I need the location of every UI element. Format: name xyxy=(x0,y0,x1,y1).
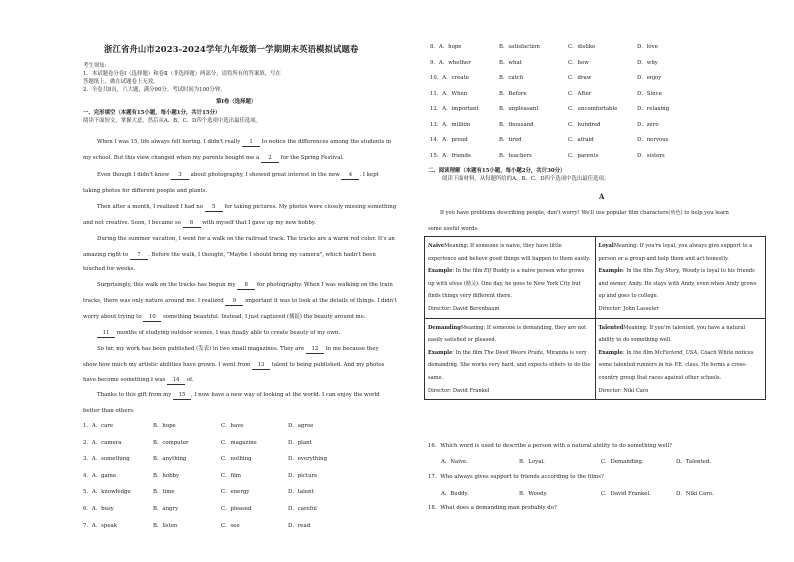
passage-text: months of studying outdoor scenes, I was finally able to create beauty of my own. xyxy=(115,330,341,336)
choice-option: D．sisters xyxy=(637,152,665,159)
choice-option: C．nothing xyxy=(221,456,252,463)
choice-option: 9．A．whether xyxy=(430,59,471,66)
choice-option: B．unpleasant xyxy=(499,106,539,112)
option: A．Buddy. xyxy=(441,491,469,497)
passage-line xyxy=(97,330,340,338)
choice-option: 4．A．game xyxy=(83,472,117,479)
choice-option: D．zero xyxy=(637,121,659,128)
choice-option: B．anything xyxy=(153,456,187,463)
passage-text: . Before the walk, I thought, "Maybe I should bring my camera", which hadn't been xyxy=(147,252,376,258)
passage-line xyxy=(83,220,316,228)
example-text: Buddy is a naive person who grows up with elves (精灵). One day, he goes to New York City but finds things very different there. xyxy=(428,268,585,300)
film-term: Talented xyxy=(598,324,624,331)
film-meaning-line xyxy=(428,322,592,347)
passage-line xyxy=(97,172,379,180)
passage-text: important it was to look at the details of things. I didn't xyxy=(243,298,397,304)
blank-number: 5 xyxy=(205,204,223,212)
choice-option: C．energy xyxy=(221,489,250,496)
option: B．Woody. xyxy=(519,491,548,497)
example-text: , Woody is loyal to his friends and owner, Andy. He stays with Andy, even when Andy grows up and goes to college. xyxy=(598,268,757,300)
choice-row xyxy=(83,438,423,455)
choice-option: 5．A．knowledge xyxy=(83,489,131,496)
passage-text: Thanks to this gift from my xyxy=(97,392,174,398)
passage-text: better than others. xyxy=(83,408,135,414)
film-meaning-line xyxy=(428,240,592,265)
intro-text: If you have problems describing people, don't worry! We'll use popular film characters(角色) to help you learn xyxy=(440,210,729,216)
film-meaning-line xyxy=(599,322,763,347)
passage-text: have become something I was xyxy=(83,377,168,383)
choice-option: C．parents xyxy=(568,152,599,159)
passage-text: to notice the differences among the students in xyxy=(260,139,392,145)
film-meaning: Meaning: If you're loyal, you always give support to a person or a group and help them and act honestly. xyxy=(598,243,753,262)
passage-line xyxy=(83,155,344,163)
example-text: , Miranda is very demanding. She works very hard, and expects others to do the same. xyxy=(428,349,591,381)
option: B．Loyal. xyxy=(519,459,545,465)
passage-text: of. xyxy=(185,377,194,383)
option: C．David Frankel. xyxy=(601,491,651,497)
choice-option: D．picture xyxy=(288,472,318,479)
passage-line xyxy=(97,282,393,290)
blank-number: 2 xyxy=(261,155,279,163)
film-example-line xyxy=(599,265,763,303)
question-text: 16．Which word is used to describe a person with a natural ability to do something well? xyxy=(428,443,673,449)
film-director: Director: David Frankel xyxy=(428,387,490,394)
film-cell xyxy=(595,237,766,319)
film-director: Director: John Lasseter xyxy=(598,305,659,312)
choice-option: D．nervous xyxy=(637,137,669,143)
film-example-line xyxy=(428,265,592,303)
blank-number: 11 xyxy=(97,330,115,338)
choice-option: D．agree xyxy=(288,423,314,429)
example-text: : In the film xyxy=(452,268,485,275)
example-text: , Coach White notices some talented runners in his P.E. class. He forms a cross-country group that races against other schools. xyxy=(598,349,754,381)
choice-option: 12．A．important xyxy=(430,106,479,112)
blank-number: 7 xyxy=(130,252,148,260)
film-director: Director: Niki Caro xyxy=(598,387,649,394)
example-label: Example xyxy=(598,349,623,356)
film-meaning: Meaning: If someone is demanding, they are not easily satisfied or pleased. xyxy=(428,324,587,344)
blank-number: 15 xyxy=(173,392,191,400)
passage-line xyxy=(83,252,376,260)
passage-text: for photography. When I was walking on the train xyxy=(255,282,393,288)
question-text: 18．What does a demanding man probably do? xyxy=(428,505,557,511)
section-heading: 一、完形填空（本题有15小题，每小题1分，共计15分） xyxy=(83,110,221,116)
choice-option: C．have xyxy=(221,423,244,429)
film-cell xyxy=(595,318,766,400)
passage-line xyxy=(83,188,207,195)
choice-option: B．computer xyxy=(153,439,189,446)
passage-line xyxy=(83,314,366,322)
example-text: : In the film xyxy=(452,349,485,356)
passage-text: tracks, there was only nature around me. I realized xyxy=(83,298,226,304)
passage-text: show how much my artistic abilities have grown. I went from xyxy=(83,362,253,368)
film-term: Naive xyxy=(428,243,445,249)
film-meaning-line xyxy=(599,240,763,265)
passage-text: When I was 15, life always felt boring. I didn't really xyxy=(97,139,243,145)
choice-option: D．love xyxy=(637,44,658,50)
film-title: The Devil Wears Prada xyxy=(484,349,543,356)
choice-option: 8．A．hope xyxy=(430,44,462,50)
choice-option: C．hundred xyxy=(568,121,601,128)
notes-item: 2．全卷共8页，六大题，满分90分。考试时间为100分钟。 xyxy=(83,87,226,93)
passage-text: amazing right to xyxy=(83,252,130,258)
volume-heading: 第Ⅰ卷（选择题） xyxy=(216,99,257,105)
blank-number: 3 xyxy=(171,172,189,180)
intro-text: some useful words. xyxy=(428,226,479,232)
blank-number: 6 xyxy=(183,220,201,228)
choice-row xyxy=(83,504,423,521)
passage-line xyxy=(83,266,135,273)
film-director: Director: David Berenbaum xyxy=(428,305,500,312)
choice-option: B．tired xyxy=(499,137,522,143)
passage-text: touched for weeks. xyxy=(83,266,136,272)
choice-option: 1．A．care xyxy=(83,423,114,429)
passage-text: about photography, I showed great interest in the new xyxy=(188,172,342,178)
choice-row xyxy=(83,471,423,488)
choice-option: B．angry xyxy=(153,505,179,512)
passage-text: to me because they xyxy=(323,346,379,352)
option: C．Demanding. xyxy=(601,459,644,465)
choice-option: D．Since xyxy=(637,90,662,97)
passage-text: and not creative. Soon, I became so xyxy=(83,220,183,226)
choice-option: C．uncomfortable xyxy=(568,106,618,112)
choice-option: 15．A．friends xyxy=(430,152,471,159)
choice-option: B．what xyxy=(499,59,522,66)
choice-row xyxy=(430,104,770,120)
blank-number: 4 xyxy=(341,172,359,180)
example-label: Example xyxy=(428,268,453,275)
choice-option: B．listen xyxy=(153,522,178,529)
passage-text: So far, my work has been published (发表) in two small magazines. They are xyxy=(97,346,306,352)
choice-option: B．hobby xyxy=(153,472,180,479)
choice-row xyxy=(83,487,423,504)
choice-option: 10．A．create xyxy=(430,75,469,81)
choice-option: B．thousand xyxy=(499,121,534,128)
example-text: : In the film xyxy=(622,268,655,275)
example-label: Example xyxy=(428,349,453,356)
choice-row xyxy=(83,521,423,538)
section-heading: 二、阅读理解（本题有15小题，每小题2分，共计30分） xyxy=(428,168,566,174)
choice-row xyxy=(430,42,770,58)
choice-option: D．why xyxy=(637,59,658,66)
choice-option: D．everything xyxy=(288,456,328,463)
passage-line xyxy=(83,377,194,385)
notes-item: 答题纸上，做在试题卷上无效。 xyxy=(83,79,159,85)
choice-option: D．careful xyxy=(288,505,317,512)
passage-text: Then after a month, I realized I had no xyxy=(97,204,205,210)
film-title: McFarland, USA xyxy=(654,349,698,356)
passage-line xyxy=(97,346,379,354)
passage-line xyxy=(97,139,391,147)
blank-number: 12 xyxy=(306,346,324,354)
choice-option: C．magazine xyxy=(221,439,257,446)
passage-line xyxy=(97,236,395,243)
choice-option: B．catch xyxy=(499,75,524,81)
choice-option: 13．A．million xyxy=(430,121,471,128)
choice-option: C．draw xyxy=(568,75,592,81)
film-characters-table xyxy=(424,236,766,400)
blank-number: 13 xyxy=(252,362,270,370)
film-cell xyxy=(425,237,596,319)
choice-option: C．how xyxy=(568,59,589,66)
blank-number: 10 xyxy=(143,314,161,322)
choice-option: C．dislike xyxy=(568,44,596,50)
choice-option: 7．A．speak xyxy=(83,522,117,529)
choice-option: 14．A．proud xyxy=(430,137,468,143)
choice-option: D．plant xyxy=(288,439,312,446)
choice-option: 6．A．busy xyxy=(83,505,114,512)
option: D．Niki Caro. xyxy=(676,491,714,497)
choice-option: B．time xyxy=(153,489,175,496)
choice-row xyxy=(83,421,423,438)
choice-option: B．satisfaction xyxy=(499,44,540,50)
passage-text: for taking pictures. My photos were closely missing something xyxy=(222,204,397,210)
choice-row xyxy=(430,58,770,74)
question-text: 17．Who always gives support to friends according to the films? xyxy=(428,474,604,480)
passage-text: Even though I didn't know xyxy=(97,172,171,178)
choice-option: C．film xyxy=(221,472,241,479)
passage-text: my school. But this view changed when my parents bought me a xyxy=(83,155,261,161)
question-options xyxy=(441,457,761,473)
blank-number: 14 xyxy=(167,377,185,385)
film-title: Elf xyxy=(484,268,492,275)
choice-option: C．pleased xyxy=(221,505,252,512)
passage-line xyxy=(83,298,397,306)
choice-row xyxy=(430,135,770,151)
part-label: A xyxy=(599,192,605,201)
film-term: Demanding xyxy=(428,324,461,331)
passage-text: for the Spring Festival. xyxy=(279,155,344,161)
choice-option: 3．A．something xyxy=(83,456,130,463)
choice-option: 2．A．camera xyxy=(83,439,122,446)
example-label: Example xyxy=(598,268,623,275)
choice-option: D．relaxing xyxy=(637,106,670,112)
passage-line xyxy=(83,408,135,415)
choice-row xyxy=(83,454,423,471)
passage-text: . I kept xyxy=(359,172,379,178)
passage-text: taking photos for different people and plants. xyxy=(83,188,208,194)
passage-line xyxy=(97,392,380,400)
passage-text: During the summer vacation, I went for a walk on the railroad track. The tracks are a warm red color. It's an xyxy=(97,236,395,242)
passage-text: worry about trying to xyxy=(83,314,144,320)
film-term: Loyal xyxy=(598,243,614,249)
film-title: Toy Story xyxy=(654,268,680,275)
section-instruction: 阅读下面材料，从每题所给的A、B、C、D四个选项中选出最佳选项。 xyxy=(442,176,610,182)
film-example-line xyxy=(599,347,763,385)
cloze-choices-right xyxy=(430,42,770,166)
notes-item: 1．本试题卷分卷Ⅰ（选择题）和卷Ⅱ（非选择题）两部分，请将所有的答案填、写在 xyxy=(83,71,281,77)
passage-line xyxy=(83,362,384,370)
choice-option: B．Before xyxy=(499,90,527,97)
passage-text: Surprisingly, this walk on the tracks has begun my xyxy=(97,282,238,288)
section-instruction: 阅读下面短文，掌握大意，然后从A、B、C、D四个选项中选出最佳选项。 xyxy=(83,118,262,124)
blank-number: 9 xyxy=(225,298,243,306)
choice-row xyxy=(430,89,770,105)
choice-option: 11．A．When xyxy=(430,90,468,97)
choice-row xyxy=(430,120,770,136)
passage-text: with myself that I gave up my new hobby. xyxy=(200,220,316,226)
choice-option: C．After xyxy=(568,90,592,97)
choice-row xyxy=(430,151,770,167)
passage-text: , I now have a new way of looking at the world. I can enjoy the world xyxy=(191,392,380,398)
example-text: : In the film xyxy=(622,349,655,356)
film-cell xyxy=(425,318,596,400)
choice-option: B．hope xyxy=(153,423,176,429)
choice-option: D．enjoy xyxy=(637,75,662,81)
choice-option: D．read xyxy=(288,522,311,529)
choice-option: C．see xyxy=(221,522,240,529)
film-example-line xyxy=(428,347,592,385)
notes-heading: 考生须知: xyxy=(83,63,107,69)
choice-row xyxy=(430,73,770,89)
passage-line xyxy=(97,204,396,212)
blank-number: 8 xyxy=(237,282,255,290)
passage-text: talent to being published. And my photos xyxy=(270,362,385,368)
choice-option: D．talent xyxy=(288,489,314,496)
choice-option: B．teachers xyxy=(499,152,532,159)
passage-text: something beautiful. Instead, I just captured (捕捉) the beauty around me. xyxy=(161,314,366,320)
option: A．Naive. xyxy=(441,459,468,465)
exam-title: 浙江省舟山市2023-2024学年九年级第一学期期末英语模拟试题卷 xyxy=(104,44,359,54)
film-meaning: Meaning: If you're talented, you have a natural ability to do something well. xyxy=(598,324,746,344)
question-options xyxy=(441,489,761,505)
cloze-choices-left xyxy=(83,421,423,537)
film-meaning: Meaning: If someone is naive, they have little experience and believe good things will happen to them easily. xyxy=(428,243,591,262)
option: D．Talented. xyxy=(676,459,712,465)
choice-option: C．afraid xyxy=(568,137,594,143)
blank-number: 1 xyxy=(242,139,260,147)
